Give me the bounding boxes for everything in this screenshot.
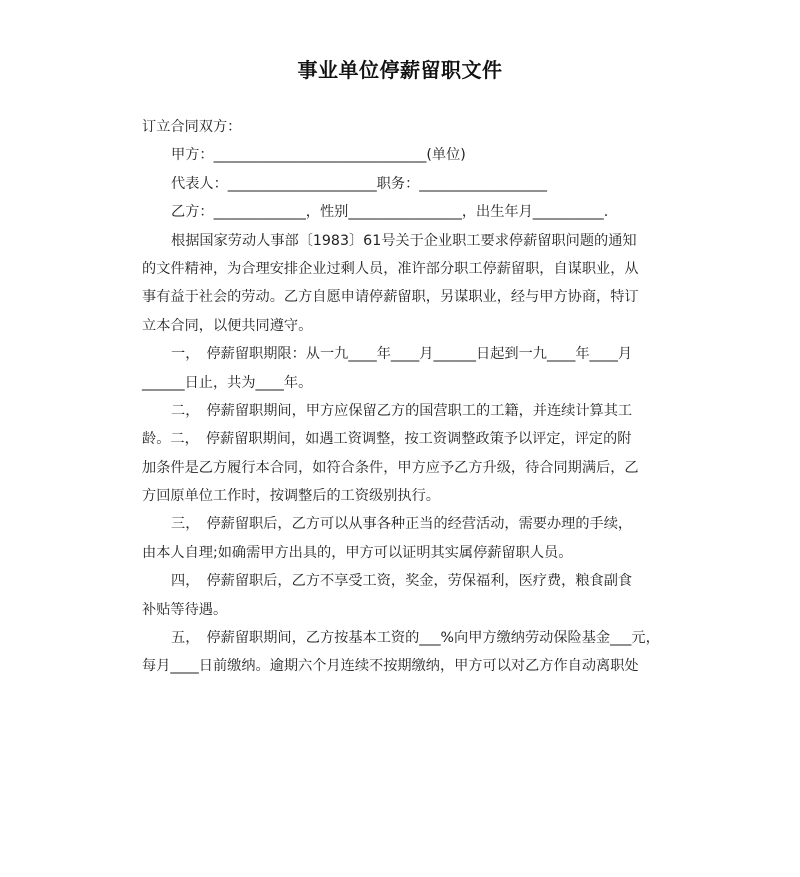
text-line: 补贴等待遇。 — [142, 601, 228, 618]
text-line: 订立合同双方： — [142, 119, 242, 135]
text-line: 五， 停薪留职期间，乙方按基本工资的___%向甲方缴纳劳动保险基金___元， — [171, 630, 660, 647]
text-line: 二， 停薪留职期间，甲方应保留乙方的国营职工的工籍，并连续计算其工 — [171, 402, 633, 419]
text-line: 甲方：______________________________(单位) — [171, 147, 466, 164]
text-line: 加条件是乙方履行本合同，如符合条件，甲方应予乙方升级，待合同期满后，乙 — [142, 459, 639, 476]
text-line: 方回原单位工作时，按调整后的工资级别执行。 — [142, 488, 440, 505]
text-line: 立本合同，以便共同遵守。 — [142, 317, 313, 334]
text-line: 根据国家劳动人事部〔1983〕61号关于企业职工要求停薪留职问题的通知 — [171, 232, 637, 249]
text-line: 每月____日前缴纳。逾期六个月连续不按期缴纳，甲方可以对乙方作自动离职处 — [142, 658, 639, 675]
document-title: 事业单位停薪留职文件 — [297, 58, 503, 82]
text-line: ______日止，共为____年。 — [142, 374, 313, 391]
text-line: 事有益于社会的劳动。乙方自愿申请停薪留职，另谋职业，经与甲方协商，特订 — [142, 289, 639, 306]
text-line: 的文件精神，为合理安排企业过剩人员，准许部分职工停薪留职，自谋职业，从 — [142, 260, 639, 277]
text-line: 龄。二， 停薪留职期间，如遇工资调整，按工资调整政策予以评定，评定的附 — [142, 431, 632, 448]
text-line: 乙方：_____________，性别________________，出生年月__________. — [171, 204, 609, 221]
text-line: 代表人：_____________________职务：__________________ — [171, 175, 547, 192]
document-body — [142, 113, 667, 681]
text-line: 四， 停薪留职后，乙方不享受工资，奖金，劳保福利，医疗费，粮食副食 — [171, 573, 633, 590]
text-line: 一， 停薪留职期限：从一九____年____月______日起到一九____年____月 — [171, 346, 633, 363]
text-line: 三， 停薪留职后，乙方可以从事各种正当的经营活动，需要办理的手续， — [171, 516, 633, 533]
text-line: 由本人自理;如确需甲方出具的，甲方可以证明其实属停薪留职人员。 — [142, 544, 573, 561]
